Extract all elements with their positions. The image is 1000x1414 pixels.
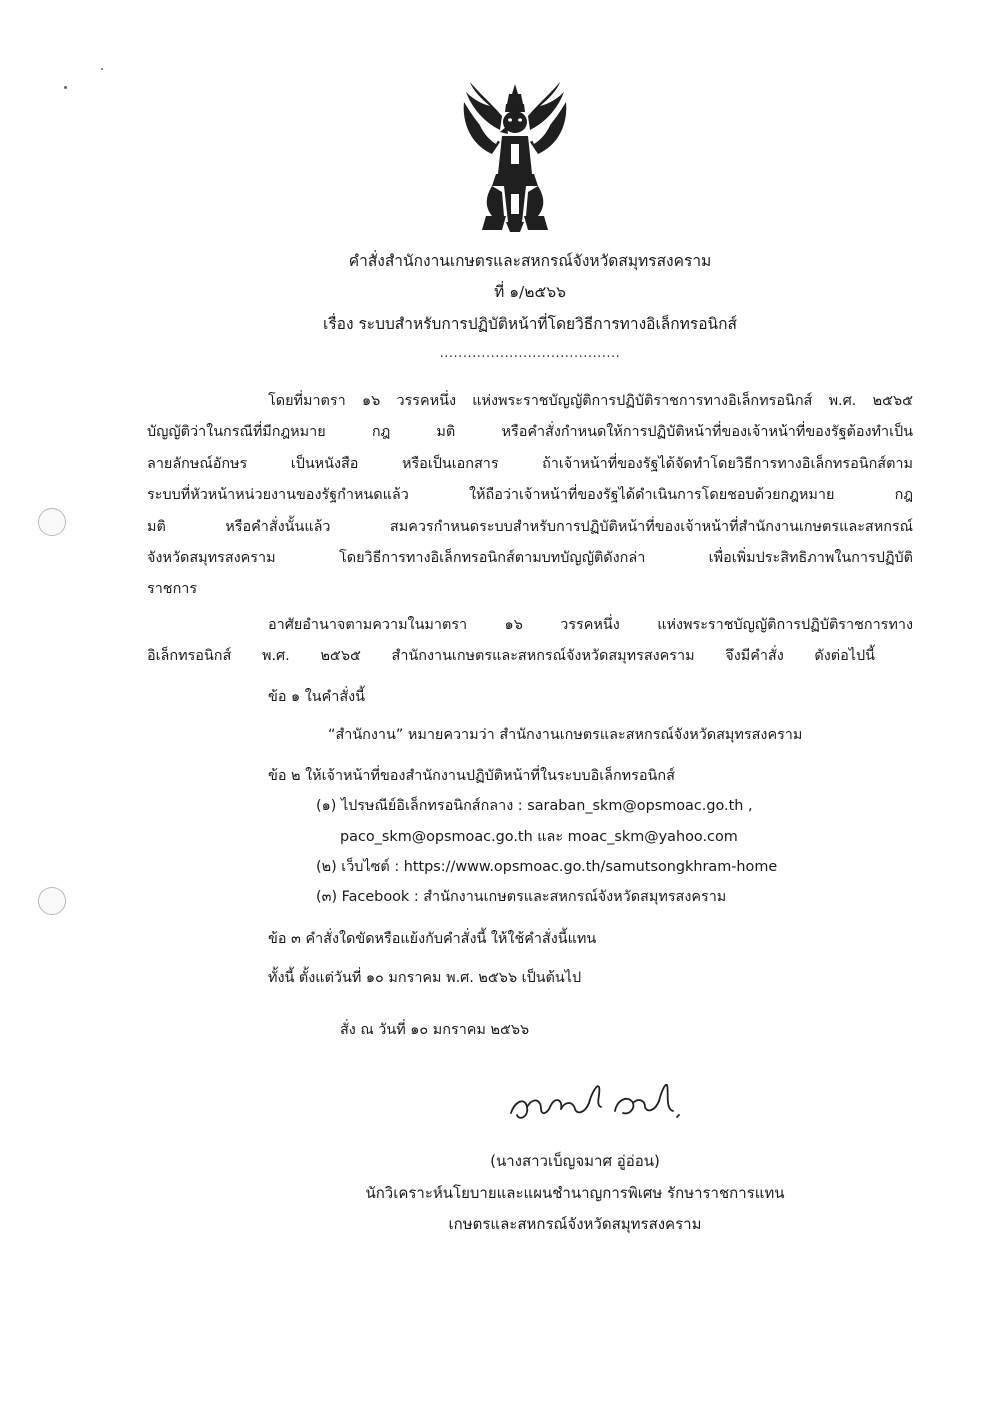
- header-separator: .......................................: [439, 346, 621, 361]
- clause-1-definition: “สำนักงาน” หมายความว่า สำนักงานเกษตรและสหกรณ์จังหวัดสมุทรสงคราม: [328, 727, 803, 743]
- punch-hole-bottom: [38, 887, 66, 915]
- para1-line-6: จังหวัดสมุทรสงคราม โดยวิธีการทางอิเล็กทรอนิกส์ตามบทบัญญัติดังกล่า เพื่อเพิ่มประสิทธิภาพในการปฏิบัติ: [147, 550, 913, 566]
- para2-line-1: อาศัยอำนาจตามความในมาตรา ๑๖ วรรคหนึ่ง แห่งพระราชบัญญัติการปฏิบัติราชการทาง: [268, 617, 913, 633]
- signatory-position-2: เกษตรและสหกรณ์จังหวัดสมุทรสงคราม: [448, 1215, 702, 1233]
- para1-line-7: ราชการ: [147, 581, 198, 597]
- para1-line-5: มติ หรือคำสั่งนั้นแล้ว สมควรกำหนดระบบสำหรับการปฏิบัติหน้าที่ของเจ้าหน้าที่สำนักงานเกษตรและสหกรณ์: [147, 519, 913, 535]
- order-title: คำสั่งสำนักงานเกษตรและสหกรณ์จังหวัดสมุทรสงคราม: [348, 252, 712, 270]
- para2-line-2: อิเล็กทรอนิกส์ พ.ศ. ๒๕๖๕ สำนักงานเกษตรและสหกรณ์จังหวัดสมุทรสงคราม จึงมีคำสั่ง ดังต่อไปนี้: [147, 648, 875, 664]
- signatory-name: (นางสาวเบ็ญจมาศ อู่อ่อน): [490, 1152, 660, 1170]
- para1-line-3: ลายลักษณ์อักษร เป็นหนังสือ หรือเป็นเอกสาร ถ้าเจ้าหน้าที่ของรัฐได้จัดทำโดยวิธีการทางอิเล็กทรอนิกส์ตาม: [147, 456, 913, 472]
- signatory-position-1: นักวิเคราะห์นโยบายและแผนชำนาญการพิเศษ รักษาราชการแทน: [365, 1184, 785, 1202]
- effective-date: ทั้งนี้ ตั้งแต่วันที่ ๑๐ มกราคม พ.ศ. ๒๕๖๖ เป็นต้นไป: [268, 970, 582, 986]
- clause-2: ข้อ ๒ ให้เจ้าหน้าที่ของสำนักงานปฏิบัติหน้าที่ในระบบอิเล็กทรอนิกส์: [268, 768, 675, 784]
- clause-2-item-1-cont: paco_skm@opsmoac.go.th และ moac_skm@yahoo.com: [340, 829, 738, 845]
- order-date: สั่ง ณ วันที่ ๑๐ มกราคม ๒๕๖๖: [340, 1022, 530, 1038]
- punch-hole-top: [38, 508, 66, 536]
- handwritten-signature: [505, 1075, 685, 1135]
- garuda-emblem-icon: [456, 82, 574, 234]
- order-subject: เรื่อง ระบบสำหรับการปฏิบัติหน้าที่โดยวิธีการทางอิเล็กทรอนิกส์: [323, 315, 737, 333]
- clause-3: ข้อ ๓ คำสั่งใดขัดหรือแย้งกับคำสั่งนี้ ให้ใช้คำสั่งนี้แทน: [268, 931, 597, 947]
- clause-2-item-1: (๑) ไปรษณีย์อิเล็กทรอนิกส์กลาง : saraban_skm@opsmoac.go.th ,: [316, 798, 753, 814]
- clause-2-item-3: (๓) Facebook : สำนักงานเกษตรและสหกรณ์จังหวัดสมุทรสงคราม: [316, 889, 727, 905]
- para1-line-1: โดยที่มาตรา ๑๖ วรรคหนึ่ง แห่งพระราชบัญญัติการปฏิบัติราชการทางอิเล็กทรอนิกส์ พ.ศ. ๒๕๖๕: [268, 393, 913, 409]
- para1-line-2: บัญญัติว่าในกรณีที่มีกฎหมาย กฎ มติ หรือคำสั่งกำหนดให้การปฏิบัติหน้าที่ของเจ้าหน้าที่ของรัฐต้องทำเป็น: [147, 424, 913, 440]
- order-number: ที่ ๑/๒๕๖๖: [494, 283, 566, 301]
- clause-2-item-2: (๒) เว็บไซต์ : https://www.opsmoac.go.th/samutsongkhram-home: [316, 859, 778, 875]
- scan-speck: [64, 86, 67, 89]
- para1-line-4: ระบบที่หัวหน้าหน่วยงานของรัฐกำหนดแล้ว ให้ถือว่าเจ้าหน้าที่ของรัฐได้ดำเนินการโดยชอบด้วยกฎหมาย กฎ: [147, 487, 913, 503]
- scan-speck: [101, 68, 103, 70]
- clause-1: ข้อ ๑ ในคำสั่งนี้: [268, 689, 365, 705]
